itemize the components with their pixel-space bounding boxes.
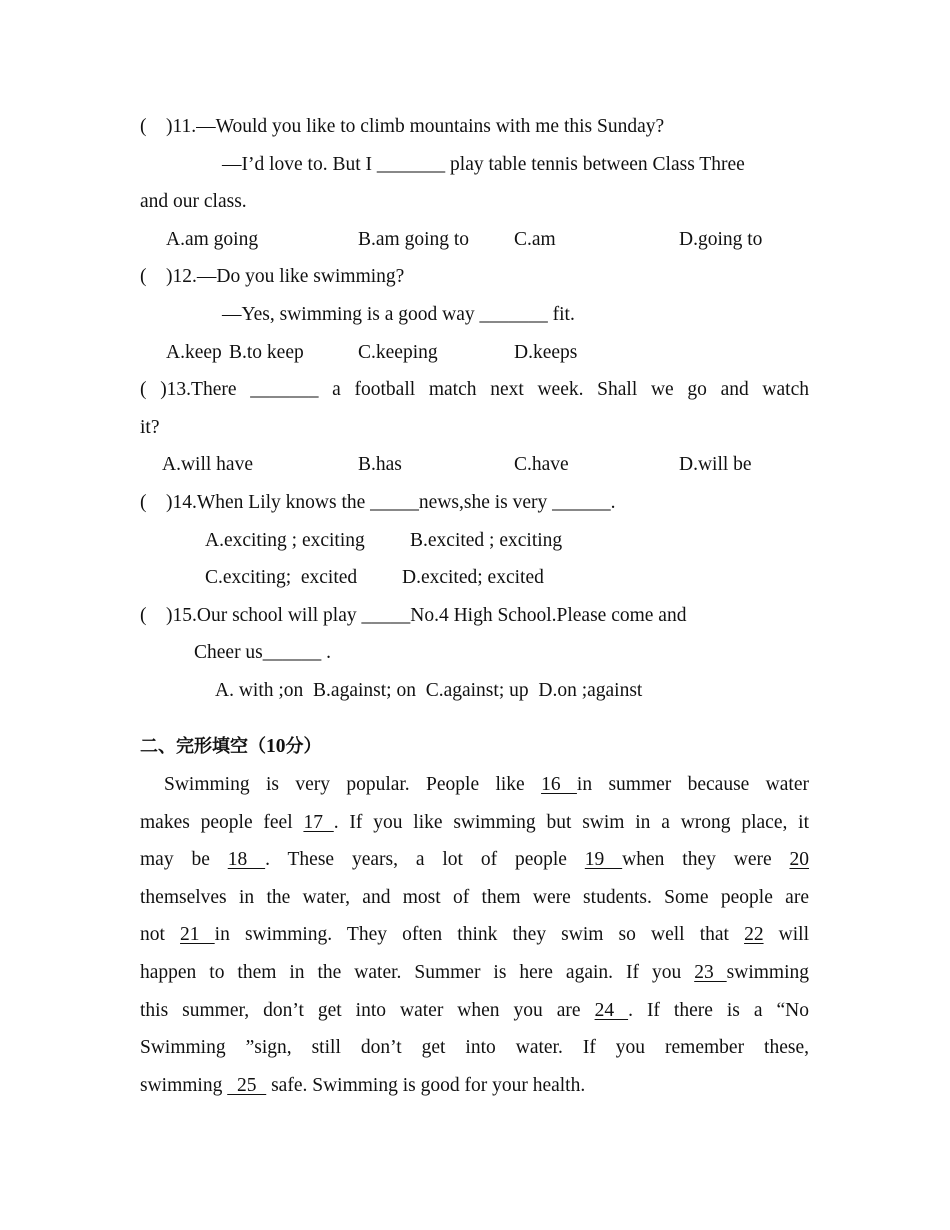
section-heading	[140, 728, 809, 766]
question-15-stem-cont: Cheer us______ .	[194, 642, 332, 664]
passage-line-6: happen to them in the water. Summer is here again. If you 23 swimming	[140, 962, 810, 984]
passage-line-5: not 21 in swimming. They often think they swim so well that 22 will	[140, 924, 810, 946]
passage-line-9: swimming 25 safe. Swimming is good for your health.	[140, 1074, 586, 1096]
question-15-stem: ( )15.Our school will play _____No.4 High School.Please come and	[140, 604, 687, 626]
cloze-passage	[140, 766, 809, 1104]
heading-suffix: 分）	[285, 735, 322, 757]
question-12-stem: ( )12.—Do you like swimming?	[140, 266, 405, 288]
question-13-options	[140, 446, 809, 484]
passage-line-7: this summer, don’t get into water when you are 24 . If there is a “No	[140, 999, 810, 1021]
question-14-options-row2	[140, 559, 809, 597]
question-11-stem: ( )11.—Would you like to climb mountains with me this Sunday?	[140, 116, 665, 137]
question-13-stem-cont: it?	[140, 416, 160, 438]
question-11-options	[140, 221, 809, 259]
option-c: C.have	[514, 454, 569, 476]
blank-17: 17	[303, 811, 334, 833]
heading-score: 10	[266, 735, 286, 757]
passage-line-2: makes people feel 17 . If you like swimming but swim in a wrong place, it	[140, 811, 809, 833]
option-c: C.am	[514, 228, 556, 250]
question-11-reply-cont: and our class.	[140, 191, 247, 213]
passage-line-3: may be 18 . These years, a lot of people 19 when they were 20	[140, 849, 809, 871]
question-12-options	[140, 334, 809, 372]
question-11-reply: —I’d love to. But I _______ play table tennis between Class Three	[222, 153, 745, 175]
option-a: A.will have	[162, 454, 253, 476]
option-d: D.will be	[679, 454, 752, 476]
blank-23: 23	[694, 962, 727, 984]
blank-20: 20	[789, 849, 809, 871]
option-a: A.am going	[166, 228, 259, 250]
blank-16: 16	[541, 774, 577, 796]
option-b: B.to keep	[229, 341, 304, 363]
exam-page	[140, 108, 809, 1104]
option-a: A.keep	[166, 341, 222, 363]
blank-22: 22	[744, 924, 764, 946]
blank-24: 24	[594, 999, 629, 1021]
question-14-options-row1	[140, 522, 809, 560]
blank-25: 25	[227, 1074, 267, 1096]
passage-line-1: Swimming is very popular. People like 16 in summer because water	[164, 774, 809, 796]
option-c: C.keeping	[358, 341, 438, 363]
blank-18: 18	[227, 849, 266, 871]
question-14-stem: ( )14.When Lily knows the _____news,she is very ______.	[140, 491, 616, 513]
option-b: B.am going to	[358, 228, 470, 250]
blank-19: 19	[584, 849, 623, 871]
option-b: B.excited ; exciting	[410, 529, 563, 551]
option-d: D.excited; excited	[402, 567, 544, 589]
option-d: D.going to	[679, 228, 763, 250]
option-c: C.exciting; excited	[205, 567, 358, 589]
question-13-stem: ( )13.There _______ a football match next week. Shall we go and watch	[140, 379, 809, 401]
passage-line-8: Swimming ”sign, still don’t get into water. If you remember these,	[140, 1037, 809, 1059]
option-d: D.keeps	[514, 341, 578, 363]
option-b: B.has	[358, 454, 402, 476]
option-a: A.exciting ; exciting	[205, 529, 365, 551]
passage-line-4: themselves in the water, and most of them were students. Some people are	[140, 886, 809, 908]
heading-prefix: 二、完形填空（	[140, 735, 266, 757]
question-12-reply: —Yes, swimming is a good way _______ fit.	[222, 303, 575, 325]
question-15-options: A. with ;on B.against; on C.against; up D.on ;against	[215, 679, 643, 701]
blank-21: 21	[180, 924, 215, 946]
